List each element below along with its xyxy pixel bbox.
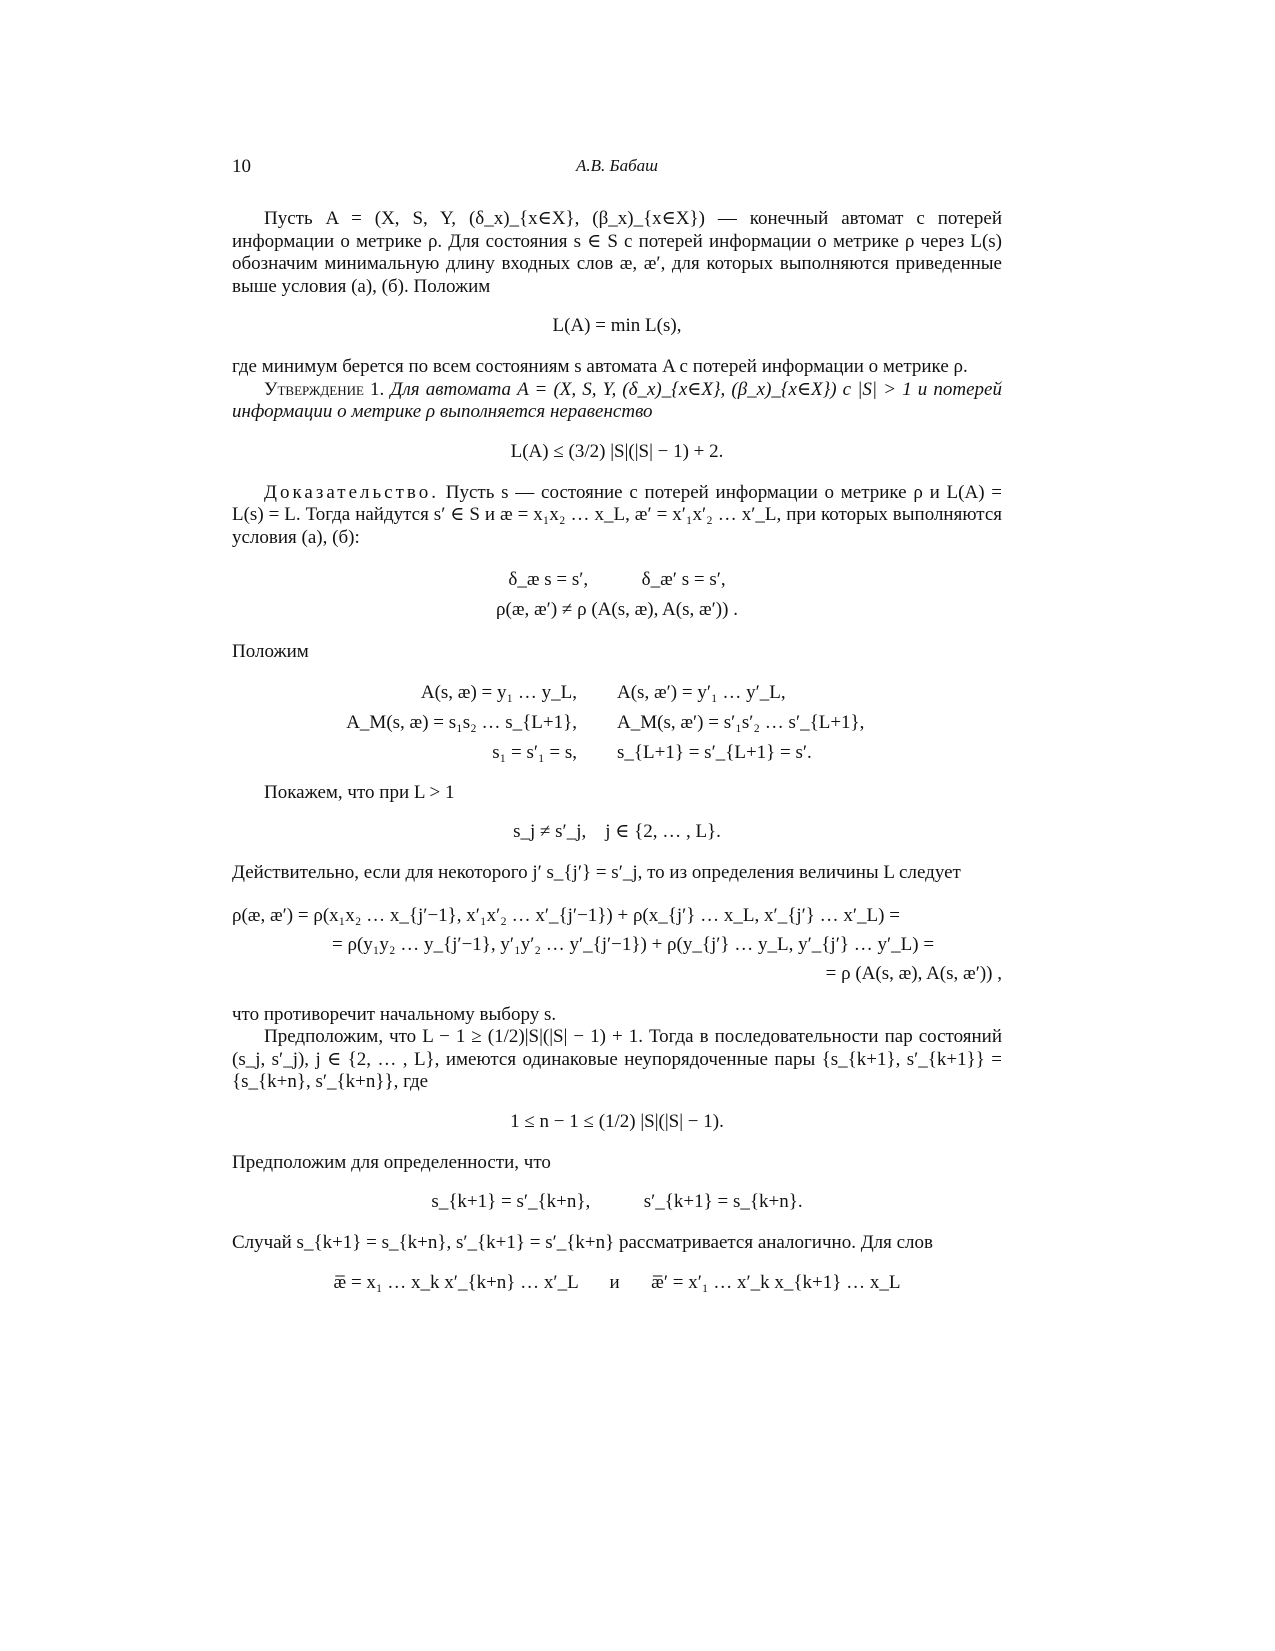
statement-1 bbox=[232, 379, 1002, 424]
paragraph-contradiction: что противоречит начальному выбору s. bbox=[232, 1003, 557, 1025]
equation-conditions-line2: ρ(æ, æ′) ≠ ρ (A(s, æ), A(s, æ′)) . bbox=[496, 599, 738, 620]
equation-conditions-line1: δ_æ s = s′, δ_æ′ s = s′, bbox=[508, 569, 726, 590]
equation-chain-line2: = ρ(y₁y₂ … y_{j′−1}, y′₁y′₂ … y′_{j′−1}) + ρ(y_{j′} … y_L, y′_{j′} … y′_L) = bbox=[332, 933, 935, 955]
paragraph-sluchai: Случай s_{k+1} = s_{k+n}, s′_{k+1} = s′_{k+n} рассматривается аналогично. Для слов bbox=[232, 1232, 934, 1253]
equation-swap: s_{k+1} = s′_{k+n}, s′_{k+1} = s_{k+n}. bbox=[431, 1191, 803, 1212]
proof-paragraph bbox=[232, 482, 1002, 550]
proof-text: Пусть s — состояние с потерей информации о метрике ρ и L(A) = L(s) = L. Тогда найдутся s′ ∈ S и æ = x₁x₂ … x_L, æ′ = x′₁x′₂ … x′_L, при которых выполняются условия (а), (б): bbox=[232, 481, 1002, 548]
paragraph-predpolozhim: Предположим, что L − 1 ≥ (1/2)|S|(|S| − 1) + 1. Тогда в последовательности пар состояний (s_j, s′_j), j ∈ {2, … , L}, имеются одинаковые неупорядоченные пары {s_{k+1}, s′_{k+1}} = {s_{k+n}, s′_{k+n}}, где bbox=[232, 1026, 1002, 1092]
eq-def-r1-left: A(s, æ) = y₁ … y_L, bbox=[420, 681, 577, 703]
equation-sj-neq: s_j ≠ s′_j, j ∈ {2, … , L}. bbox=[513, 821, 721, 842]
equation-inequality: L(A) ≤ (3/2) |S|(|S| − 1) + 2. bbox=[510, 440, 724, 462]
paragraph-deistvitelno: Действительно, если для некоторого j′ s_{j′} = s′_j, то из определения величины L следует bbox=[232, 862, 961, 883]
equation-definitions bbox=[232, 678, 1002, 768]
running-head: А.В. Бабаш bbox=[576, 156, 658, 175]
paragraph-opredelennost: Предположим для определенности, что bbox=[232, 1151, 551, 1173]
page-body bbox=[232, 208, 1002, 1313]
paragraph-polozhim: Положим bbox=[232, 641, 309, 662]
eq-def-r3-left: s₁ = s′₁ = s, bbox=[492, 741, 577, 763]
equation-metric-chain bbox=[232, 901, 1002, 988]
eq-def-r2-left: A_M(s, æ) = s₁s₂ … s_{L+1}, bbox=[346, 711, 577, 733]
eq-def-r2-right: A_M(s, æ′) = s′₁s′₂ … s′_{L+1}, bbox=[617, 711, 865, 733]
equation-conditions bbox=[232, 565, 1002, 625]
equation-chain-line1: ρ(æ, æ′) = ρ(x₁x₂ … x_{j′−1}, x′₁x′₂ … x′_{j′−1}) + ρ(x_{j′} … x_L, x′_{j′} … x′_L) = bbox=[232, 904, 900, 926]
paragraph-pokazhem: Покажем, что при L > 1 bbox=[264, 781, 455, 803]
equation-chain-line3: = ρ (A(s, æ), A(s, æ′)) , bbox=[825, 962, 1002, 984]
statement-label: Утверждение 1. bbox=[264, 378, 385, 400]
proof-label: Доказательство. bbox=[264, 481, 439, 503]
equation-new-words: æ̅ = x₁ … x_k x′_{k+n} … x′_L и æ̅′ = x′₁ … x′_k x_{k+1} … x_L bbox=[333, 1271, 901, 1293]
equation-min-l: L(A) = min L(s), bbox=[552, 315, 682, 336]
eq-def-r3-right: s_{L+1} = s′_{L+1} = s′. bbox=[617, 741, 812, 763]
eq-def-r1-right: A(s, æ′) = y′₁ … y′_L, bbox=[617, 681, 786, 703]
equation-n-bound: 1 ≤ n − 1 ≤ (1/2) |S|(|S| − 1). bbox=[510, 1110, 724, 1132]
paragraph-minimum: где минимум берется по всем состояниям s автомата A с потерей информации о метрике ρ. bbox=[232, 356, 968, 377]
statement-text: Для автомата A = (X, S, Y, (δ_x)_{x∈X}, (β_x)_{x∈X}) с |S| > 1 и потерей информации о метрике ρ выполняется неравенство bbox=[232, 378, 1002, 422]
page-header bbox=[232, 156, 1002, 182]
page-number: 10 bbox=[232, 156, 251, 177]
paragraph-definition: Пусть A = (X, S, Y, (δ_x)_{x∈X}, (β_x)_{x∈X}) — конечный автомат с потерей информации о метрике ρ. Для состояния s ∈ S с потерей информации о метрике ρ через L(s) обозначим минимальную длину входных слов æ, æ′, для которых выполняются приведенные выше условия (а), (б). Положим bbox=[232, 208, 1002, 297]
